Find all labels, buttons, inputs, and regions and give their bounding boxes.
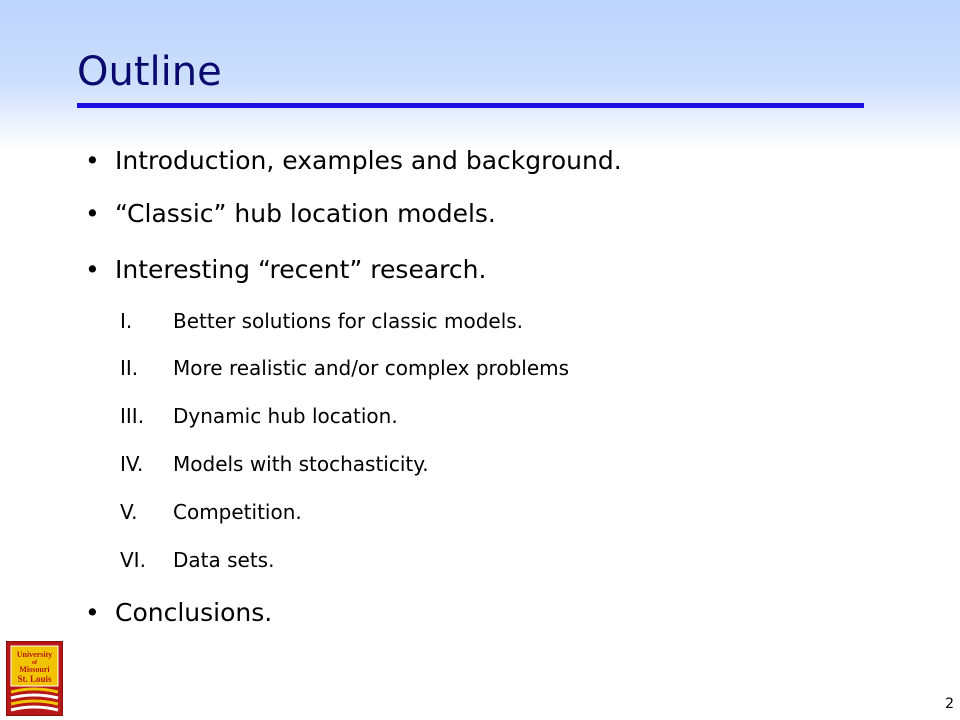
svg-text:of: of: [32, 660, 37, 666]
bullet-dot: •: [85, 255, 100, 284]
bullet-item: [85, 254, 486, 286]
svg-text:St. Louis: St. Louis: [17, 674, 52, 684]
bullet-dot: •: [85, 598, 100, 627]
bullet-item: [85, 597, 272, 629]
sub-item: [120, 547, 274, 573]
bullet-dot: •: [85, 199, 100, 228]
sub-item-text: Dynamic hub location.: [173, 404, 398, 428]
sub-item-number: IV.: [120, 452, 144, 476]
bullet-text: Introduction, examples and background.: [115, 146, 622, 175]
svg-text:Missouri: Missouri: [19, 665, 50, 674]
sub-item-number: VI.: [120, 548, 146, 572]
sub-item: [120, 355, 569, 381]
bullet-item: [85, 145, 622, 177]
bullet-text: Conclusions.: [115, 598, 273, 627]
svg-text:University: University: [16, 650, 53, 659]
slide-title: Outline: [77, 49, 222, 95]
sub-item: [120, 499, 302, 525]
bullet-item: [85, 198, 496, 230]
bullet-dot: •: [85, 146, 100, 175]
sub-item-text: More realistic and/or complex problems: [173, 356, 570, 380]
sub-item-number: III.: [120, 404, 145, 428]
university-seal-icon: [7, 642, 62, 715]
bullet-text: Interesting “recent” research.: [115, 255, 487, 284]
sub-item-text: Models with stochasticity.: [173, 452, 429, 476]
sub-item-text: Data sets.: [173, 548, 275, 572]
sub-item: [120, 308, 523, 334]
page-number: 2: [945, 696, 954, 712]
sub-item-number: II.: [120, 356, 139, 380]
sub-item-number: I.: [120, 309, 133, 333]
sub-item: [120, 451, 429, 477]
sub-item-number: V.: [120, 500, 138, 524]
title-underline-rule: [77, 103, 864, 108]
sub-item-text: Better solutions for classic models.: [173, 309, 524, 333]
bullet-text: “Classic” hub location models.: [115, 199, 496, 228]
sub-item-text: Competition.: [173, 500, 302, 524]
sub-item: [120, 403, 398, 429]
university-logo: [6, 641, 63, 716]
